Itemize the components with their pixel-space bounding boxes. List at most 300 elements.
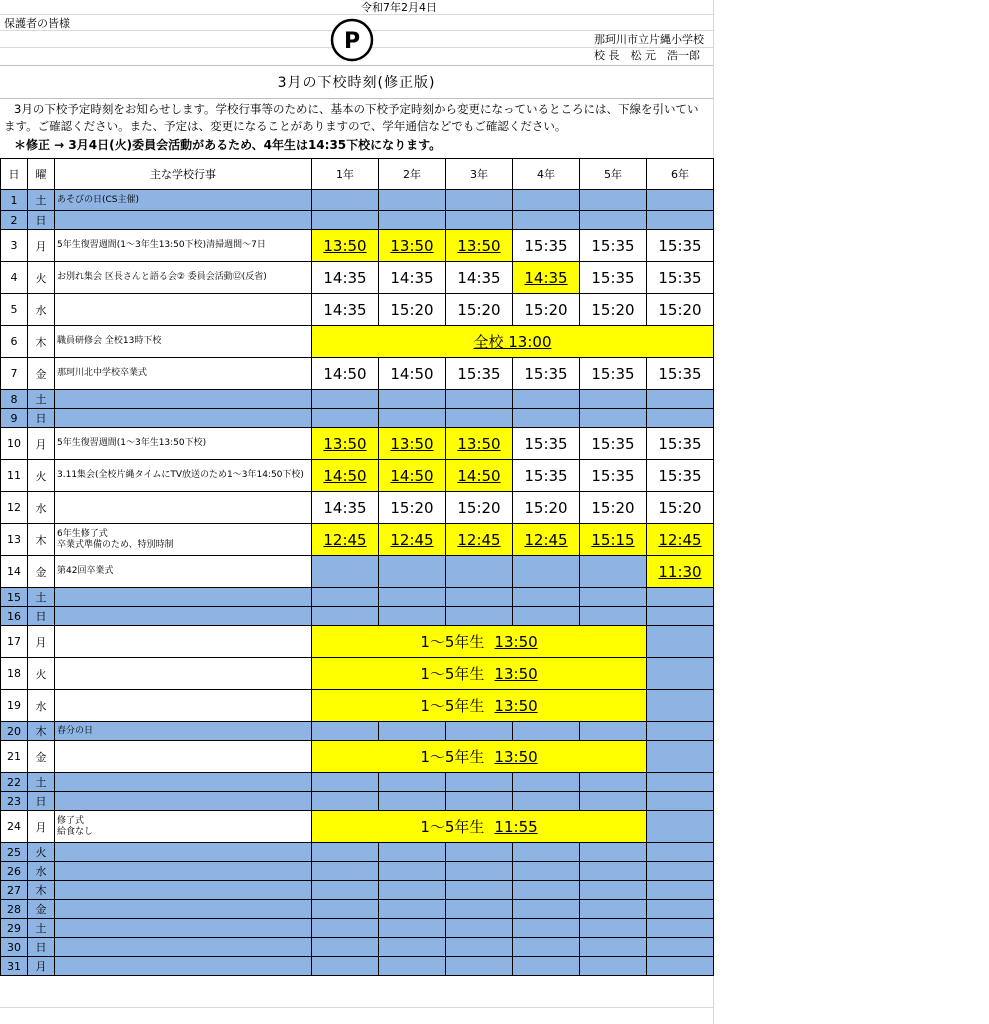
- grade-cell: [647, 792, 714, 811]
- weekday-cell: 日: [28, 211, 55, 230]
- table-row: [1, 690, 714, 722]
- grade-cell: [312, 843, 379, 862]
- event-cell: あそびの日(CS主催): [55, 190, 312, 211]
- table-row: [1, 294, 714, 326]
- dismissal-time-cell: [580, 358, 647, 390]
- day-cell: 1: [1, 190, 28, 211]
- grade-cell: [312, 588, 379, 607]
- dismissal-time: 15:15: [591, 530, 635, 549]
- dismissal-time: 15:35: [591, 236, 635, 255]
- p-logo-icon: [329, 17, 375, 63]
- grade-cell: [446, 607, 513, 626]
- dismissal-time-cell: [580, 492, 647, 524]
- page-title: 3月の下校時刻(修正版): [277, 75, 436, 91]
- table-row: [1, 811, 714, 843]
- dismissal-time: 15:35: [457, 364, 501, 383]
- grade-cell: [312, 409, 379, 428]
- grade-cell: [513, 881, 580, 900]
- day-cell: 18: [1, 658, 28, 690]
- dismissal-time: 12:45: [457, 530, 501, 549]
- dismissal-time-cell: [513, 294, 580, 326]
- day-cell: 10: [1, 428, 28, 460]
- dismissal-time: 14:35: [457, 268, 501, 287]
- grade-cell: [513, 607, 580, 626]
- weekday-cell: 火: [28, 460, 55, 492]
- dismissal-time-cell: [379, 428, 446, 460]
- dismissal-time-cell: [647, 294, 714, 326]
- dismissal-time-cell: [312, 262, 379, 294]
- grades-1-5-time-cell: [312, 690, 647, 722]
- grade-cell: [647, 843, 714, 862]
- event-cell: [55, 409, 312, 428]
- dismissal-time: 15:35: [658, 236, 702, 255]
- table-row: [1, 262, 714, 294]
- dismissal-time: 15:20: [591, 300, 635, 319]
- weekday-cell: 金: [28, 556, 55, 588]
- dismissal-time-cell: [580, 230, 647, 262]
- grade-cell: [580, 211, 647, 230]
- grade-cell: [580, 607, 647, 626]
- day-cell: 20: [1, 722, 28, 741]
- grade-cell: [647, 773, 714, 792]
- grade-cell: [580, 938, 647, 957]
- grade-cell: [513, 900, 580, 919]
- dismissal-time: 15:35: [658, 364, 702, 383]
- weekday-cell: 日: [28, 938, 55, 957]
- dismissal-time: 15:35: [524, 236, 568, 255]
- grades-time: 13:50: [494, 748, 538, 766]
- grade-cell: [513, 190, 580, 211]
- grade-cell: [379, 957, 446, 976]
- weekday-cell: 木: [28, 326, 55, 358]
- weekday-cell: 月: [28, 230, 55, 262]
- table-row: [1, 862, 714, 881]
- column-header: 3年: [446, 159, 513, 190]
- weekday-cell: 木: [28, 881, 55, 900]
- dismissal-time-cell: [446, 428, 513, 460]
- day-cell: 24: [1, 811, 28, 843]
- grade-cell: [580, 588, 647, 607]
- grade-cell: [580, 722, 647, 741]
- grade-cell: [446, 843, 513, 862]
- event-cell: [55, 626, 312, 658]
- dismissal-time: 15:20: [658, 300, 702, 319]
- dismissal-time: 15:20: [524, 498, 568, 517]
- grade-cell: [647, 211, 714, 230]
- grade-cell: [513, 957, 580, 976]
- column-header: 5年: [580, 159, 647, 190]
- weekday-cell: 日: [28, 607, 55, 626]
- day-cell: 25: [1, 843, 28, 862]
- dismissal-time: 15:20: [390, 300, 434, 319]
- day-cell: 21: [1, 741, 28, 773]
- dismissal-time-cell: [446, 524, 513, 556]
- dismissal-time-cell: [513, 262, 580, 294]
- dismissal-time: 14:35: [323, 498, 367, 517]
- dismissal-time: 15:35: [658, 268, 702, 287]
- event-cell: [55, 690, 312, 722]
- dismissal-time-cell: [446, 262, 513, 294]
- event-cell: [55, 658, 312, 690]
- day-cell: 14: [1, 556, 28, 588]
- weekday-cell: 火: [28, 843, 55, 862]
- grade-cell: [446, 556, 513, 588]
- table-row: [1, 492, 714, 524]
- event-cell: [55, 211, 312, 230]
- day-cell: 5: [1, 294, 28, 326]
- column-header: 主な学校行事: [55, 159, 312, 190]
- dismissal-time: 12:45: [658, 530, 702, 549]
- dismissal-time: 14:35: [323, 300, 367, 319]
- grade-cell: [513, 588, 580, 607]
- event-cell: 5年生復習週間(1～3年生13:50下校)清掃週間～7日: [55, 230, 312, 262]
- day-cell: 12: [1, 492, 28, 524]
- dismissal-time: 12:45: [323, 530, 367, 549]
- day-cell: 29: [1, 919, 28, 938]
- schedule-table: [0, 158, 714, 976]
- event-cell: [55, 938, 312, 957]
- grade-cell: [446, 773, 513, 792]
- grade-cell: [513, 409, 580, 428]
- dismissal-time: 14:50: [323, 466, 367, 485]
- table-row: [1, 358, 714, 390]
- grade-cell: [580, 556, 647, 588]
- weekday-cell: 金: [28, 358, 55, 390]
- day-cell: 11: [1, 460, 28, 492]
- grade-cell: [379, 862, 446, 881]
- dismissal-time-cell: [379, 294, 446, 326]
- dismissal-time-cell: [513, 460, 580, 492]
- table-row: [1, 588, 714, 607]
- grade-cell: [379, 556, 446, 588]
- grade-cell: [647, 722, 714, 741]
- grade-cell: [312, 390, 379, 409]
- grade-cell: [513, 792, 580, 811]
- dismissal-time-cell: [647, 460, 714, 492]
- weekday-cell: 日: [28, 409, 55, 428]
- table-row: [1, 722, 714, 741]
- dismissal-time: 13:50: [390, 434, 434, 453]
- dismissal-time-cell: [312, 294, 379, 326]
- day-cell: 15: [1, 588, 28, 607]
- grade-cell: [379, 190, 446, 211]
- dismissal-time: 14:50: [390, 364, 434, 383]
- event-cell: [55, 881, 312, 900]
- weekday-cell: 土: [28, 190, 55, 211]
- dismissal-time: 15:20: [591, 498, 635, 517]
- dismissal-time: 15:20: [390, 498, 434, 517]
- event-cell: [55, 294, 312, 326]
- weekday-cell: 土: [28, 588, 55, 607]
- grade-cell: [379, 792, 446, 811]
- dismissal-time: 14:35: [390, 268, 434, 287]
- dismissal-time-cell: [379, 524, 446, 556]
- grade-cell: [446, 900, 513, 919]
- dismissal-time-cell: [379, 492, 446, 524]
- grade-cell: [513, 722, 580, 741]
- column-header: 1年: [312, 159, 379, 190]
- day-cell: 23: [1, 792, 28, 811]
- table-row: [1, 326, 714, 358]
- column-header: 2年: [379, 159, 446, 190]
- grade-cell: [312, 722, 379, 741]
- grade-cell: [379, 843, 446, 862]
- dismissal-time-cell: [446, 358, 513, 390]
- weekday-cell: 土: [28, 919, 55, 938]
- dismissal-time: 15:35: [658, 434, 702, 453]
- table-row: [1, 211, 714, 230]
- grades-1-5-time-cell: [312, 811, 647, 843]
- event-cell: [55, 792, 312, 811]
- dismissal-time-cell: [379, 460, 446, 492]
- grade-cell: [580, 957, 647, 976]
- grade-cell: [647, 811, 714, 843]
- grade-cell: [647, 588, 714, 607]
- table-row: [1, 626, 714, 658]
- grade-cell: [446, 588, 513, 607]
- grade-cell: [379, 588, 446, 607]
- day-cell: 6: [1, 326, 28, 358]
- day-cell: 9: [1, 409, 28, 428]
- grade-cell: [580, 881, 647, 900]
- dismissal-time: 15:20: [457, 300, 501, 319]
- table-row: [1, 556, 714, 588]
- day-cell: 19: [1, 690, 28, 722]
- correction-note: ＊修正 → 3月4日(火)委員会活動があるため、4年生は14:35下校になります。: [14, 138, 442, 152]
- table-row: [1, 409, 714, 428]
- dismissal-time-cell: [446, 230, 513, 262]
- column-header: 4年: [513, 159, 580, 190]
- table-row: [1, 428, 714, 460]
- weekday-cell: 金: [28, 741, 55, 773]
- day-cell: 28: [1, 900, 28, 919]
- dismissal-time-cell: [580, 428, 647, 460]
- grade-cell: [580, 843, 647, 862]
- grade-cell: [513, 843, 580, 862]
- grade-cell: [312, 556, 379, 588]
- column-header: 曜: [28, 159, 55, 190]
- dismissal-time: 15:35: [658, 466, 702, 485]
- grade-cell: [446, 390, 513, 409]
- table-row: [1, 658, 714, 690]
- grades-1-5-time-cell: [312, 658, 647, 690]
- weekday-cell: 月: [28, 811, 55, 843]
- grades-1-5-time-cell: [312, 626, 647, 658]
- grade-cell: [312, 862, 379, 881]
- weekday-cell: 木: [28, 722, 55, 741]
- dismissal-time-cell: [513, 524, 580, 556]
- event-cell: 第42回卒業式: [55, 556, 312, 588]
- principal-name: 校 長 松 元 浩一郎: [594, 49, 700, 62]
- dismissal-time-cell: [312, 358, 379, 390]
- weekday-cell: 火: [28, 658, 55, 690]
- grade-cell: [446, 881, 513, 900]
- dismissal-time: 14:35: [323, 268, 367, 287]
- grade-cell: [312, 957, 379, 976]
- grade-cell: [446, 792, 513, 811]
- event-cell: [55, 390, 312, 409]
- dismissal-time: 13:50: [457, 236, 501, 255]
- grade-cell: [513, 211, 580, 230]
- grade-cell: [446, 409, 513, 428]
- dismissal-time: 15:20: [457, 498, 501, 517]
- issue-date: 令和7年2月4日: [361, 1, 437, 14]
- dismissal-time: 14:50: [457, 466, 501, 485]
- grade-cell: [513, 556, 580, 588]
- grade-cell: [647, 607, 714, 626]
- grade-cell: [446, 722, 513, 741]
- grade-cell: [446, 190, 513, 211]
- dismissal-time-cell: [312, 460, 379, 492]
- grade-cell: [446, 938, 513, 957]
- dismissal-time-cell: [312, 230, 379, 262]
- dismissal-time: 14:50: [323, 364, 367, 383]
- grade-cell: [312, 190, 379, 211]
- svg-text:P: P: [343, 29, 361, 54]
- grade-cell: [312, 938, 379, 957]
- all-grades-time-cell: [312, 326, 714, 358]
- day-cell: 4: [1, 262, 28, 294]
- event-cell: 春分の日: [55, 722, 312, 741]
- weekday-cell: 日: [28, 792, 55, 811]
- event-cell: 那珂川北中学校卒業式: [55, 358, 312, 390]
- grades-1-5-time-cell: [312, 741, 647, 773]
- day-cell: 17: [1, 626, 28, 658]
- dismissal-time-cell: [513, 428, 580, 460]
- grades-label: 1～5年生: [420, 633, 485, 651]
- table-row: [1, 190, 714, 211]
- grade-cell: [580, 409, 647, 428]
- dismissal-time-cell: [312, 492, 379, 524]
- table-row: [1, 607, 714, 626]
- dismissal-time: 13:50: [323, 236, 367, 255]
- dismissal-time: 15:35: [524, 364, 568, 383]
- dismissal-time: 15:35: [591, 466, 635, 485]
- table-row: [1, 792, 714, 811]
- dismissal-time-cell: [647, 428, 714, 460]
- dismissal-time: 12:45: [390, 530, 434, 549]
- grade-cell: [312, 792, 379, 811]
- table-row: [1, 843, 714, 862]
- dismissal-time-cell: [580, 524, 647, 556]
- grade-cell: [647, 919, 714, 938]
- table-row: [1, 230, 714, 262]
- event-cell: [55, 843, 312, 862]
- dismissal-time: 13:50: [457, 434, 501, 453]
- weekday-cell: 月: [28, 626, 55, 658]
- dismissal-time: 13:50: [323, 434, 367, 453]
- grade-cell: [647, 938, 714, 957]
- dismissal-time: 13:50: [390, 236, 434, 255]
- event-cell: [55, 900, 312, 919]
- grade-cell: [312, 607, 379, 626]
- weekday-cell: 月: [28, 428, 55, 460]
- dismissal-time-cell: [647, 524, 714, 556]
- grade-cell: [446, 211, 513, 230]
- day-cell: 2: [1, 211, 28, 230]
- grades-time: 13:50: [494, 633, 538, 651]
- dismissal-time-cell: [580, 294, 647, 326]
- dismissal-time: 15:20: [524, 300, 568, 319]
- dismissal-time-cell: [513, 230, 580, 262]
- grade-cell: [446, 919, 513, 938]
- dismissal-time: 15:35: [591, 268, 635, 287]
- weekday-cell: 月: [28, 957, 55, 976]
- table-row: [1, 957, 714, 976]
- dismissal-time-cell: [647, 358, 714, 390]
- column-header: 6年: [647, 159, 714, 190]
- grade-cell: [379, 722, 446, 741]
- grade-cell: [513, 862, 580, 881]
- weekday-cell: 水: [28, 492, 55, 524]
- table-header-row: [1, 159, 714, 190]
- weekday-cell: 金: [28, 900, 55, 919]
- day-cell: 13: [1, 524, 28, 556]
- grade-cell: [647, 957, 714, 976]
- dismissal-time: 12:45: [524, 530, 568, 549]
- dismissal-time-cell: [379, 230, 446, 262]
- grade-cell: [379, 409, 446, 428]
- table-row: [1, 938, 714, 957]
- grade-cell: [647, 900, 714, 919]
- grade-cell: [379, 607, 446, 626]
- dismissal-time-cell: [647, 556, 714, 588]
- day-cell: 3: [1, 230, 28, 262]
- grades-label: 1～5年生: [420, 748, 485, 766]
- grade-cell: [647, 658, 714, 690]
- grades-time: 11:55: [494, 818, 538, 836]
- event-cell: [55, 773, 312, 792]
- weekday-cell: 水: [28, 294, 55, 326]
- dismissal-time-cell: [312, 428, 379, 460]
- event-cell: 6年生修了式 卒業式準備のため、特別時制: [55, 524, 312, 556]
- table-row: [1, 524, 714, 556]
- dismissal-time-cell: [647, 492, 714, 524]
- dismissal-time: 15:35: [591, 364, 635, 383]
- event-cell: お別れ集会 区長さんと語る会② 委員会活動⑫(反省): [55, 262, 312, 294]
- dismissal-time-cell: [580, 460, 647, 492]
- grade-cell: [513, 919, 580, 938]
- event-cell: [55, 919, 312, 938]
- dismissal-time-cell: [647, 262, 714, 294]
- grade-cell: [580, 190, 647, 211]
- dismissal-time: 15:35: [591, 434, 635, 453]
- weekday-cell: 水: [28, 690, 55, 722]
- intro-line-2: ます。ご確認ください。また、予定は、変更になることがありますので、学年通信などでもご確認ください。: [4, 119, 567, 133]
- grade-cell: [647, 862, 714, 881]
- event-cell: 3.11集会(全校片縄タイムにTV放送のため1～3年14:50下校): [55, 460, 312, 492]
- weekday-cell: 火: [28, 262, 55, 294]
- event-cell: 職員研修会 全校13時下校: [55, 326, 312, 358]
- table-row: [1, 390, 714, 409]
- grade-cell: [513, 390, 580, 409]
- grade-cell: [446, 957, 513, 976]
- table-row: [1, 881, 714, 900]
- grade-cell: [379, 211, 446, 230]
- table-row: [1, 773, 714, 792]
- grade-cell: [312, 211, 379, 230]
- dismissal-time: 15:35: [524, 466, 568, 485]
- grade-cell: [379, 390, 446, 409]
- table-row: [1, 900, 714, 919]
- dismissal-time-cell: [379, 262, 446, 294]
- grades-label: 1～5年生: [420, 818, 485, 836]
- grade-cell: [647, 626, 714, 658]
- grade-cell: [647, 741, 714, 773]
- day-cell: 31: [1, 957, 28, 976]
- grades-label: 1～5年生: [420, 665, 485, 683]
- table-row: [1, 460, 714, 492]
